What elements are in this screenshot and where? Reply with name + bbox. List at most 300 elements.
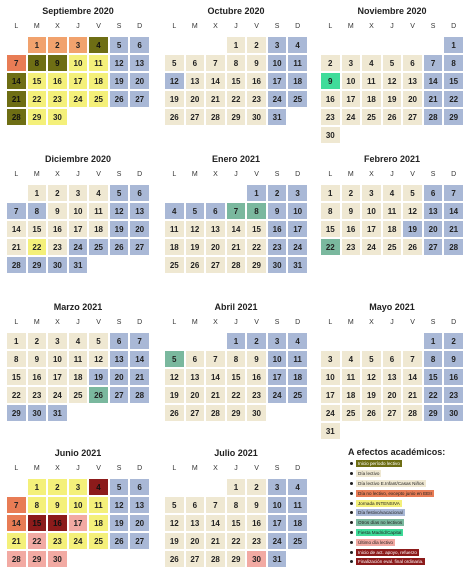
day-grid xyxy=(164,478,308,568)
day-cell: 25 xyxy=(88,238,109,256)
empty-cell xyxy=(205,36,226,54)
day-cell: 27 xyxy=(382,404,403,422)
day-cell: 31 xyxy=(267,108,288,126)
day-cell: 8 xyxy=(443,54,464,72)
day-cell: 3 xyxy=(267,478,288,496)
day-cell: 7 xyxy=(402,350,423,368)
weekday-label: L xyxy=(328,23,333,30)
day-cell: 3 xyxy=(341,54,362,72)
day-cell: 13 xyxy=(185,368,206,386)
day-cell: 8 xyxy=(226,496,247,514)
day-cell: 4 xyxy=(341,350,362,368)
legend-title: A efectos académicos: xyxy=(348,447,446,457)
month-noviembre-2020 xyxy=(320,4,464,144)
day-cell: 11 xyxy=(287,496,308,514)
day-cell: 22 xyxy=(423,386,444,404)
day-cell: 9 xyxy=(267,202,288,220)
legend-items xyxy=(348,459,472,567)
empty-cell xyxy=(402,36,423,54)
day-cell: 9 xyxy=(47,54,68,72)
day-cell: 13 xyxy=(423,202,444,220)
day-cell: 6 xyxy=(402,54,423,72)
day-cell: 19 xyxy=(88,368,109,386)
weekday-label: D xyxy=(137,23,143,30)
weekday-label: L xyxy=(14,465,19,472)
bullet-icon xyxy=(350,511,353,514)
weekday-label: J xyxy=(76,23,80,30)
day-grid xyxy=(164,332,308,422)
day-cell: 31 xyxy=(320,422,341,440)
weekday-label: D xyxy=(137,319,143,326)
day-cell: 21 xyxy=(6,238,27,256)
day-cell: 5 xyxy=(361,350,382,368)
bullet-icon xyxy=(350,521,353,524)
day-cell: 19 xyxy=(361,386,382,404)
day-cell: 28 xyxy=(129,386,150,404)
day-cell: 1 xyxy=(6,332,27,350)
day-cell: 28 xyxy=(423,108,444,126)
day-cell: 7 xyxy=(205,350,226,368)
day-cell: 26 xyxy=(164,108,185,126)
day-cell: 8 xyxy=(27,54,48,72)
day-cell: 26 xyxy=(109,238,130,256)
weekday-header xyxy=(6,166,150,184)
day-cell: 29 xyxy=(6,404,27,422)
day-cell: 14 xyxy=(6,72,27,90)
day-cell: 16 xyxy=(246,72,267,90)
day-cell: 23 xyxy=(443,386,464,404)
day-cell: 6 xyxy=(129,478,150,496)
day-cell: 10 xyxy=(267,350,288,368)
day-cell: 5 xyxy=(164,350,185,368)
day-cell: 1 xyxy=(27,478,48,496)
empty-cell xyxy=(341,332,362,350)
day-cell: 30 xyxy=(47,108,68,126)
day-cell: 16 xyxy=(47,220,68,238)
day-cell: 13 xyxy=(205,220,226,238)
day-cell: 30 xyxy=(47,256,68,274)
empty-cell xyxy=(423,36,444,54)
weekday-label: D xyxy=(295,23,301,30)
day-cell: 31 xyxy=(287,256,308,274)
day-cell: 25 xyxy=(164,256,185,274)
day-cell: 21 xyxy=(226,238,247,256)
bullet-icon xyxy=(350,462,353,465)
day-cell: 15 xyxy=(27,72,48,90)
day-cell: 3 xyxy=(320,350,341,368)
day-cell: 27 xyxy=(109,386,130,404)
day-cell: 15 xyxy=(226,514,247,532)
empty-cell xyxy=(382,332,403,350)
day-cell: 21 xyxy=(443,220,464,238)
day-cell: 27 xyxy=(129,532,150,550)
day-cell: 30 xyxy=(246,108,267,126)
weekday-label: M xyxy=(347,171,354,178)
day-cell: 15 xyxy=(423,368,444,386)
weekday-label: L xyxy=(172,319,177,326)
weekday-label: D xyxy=(451,319,457,326)
day-cell: 24 xyxy=(68,90,89,108)
legend-label: Finalización eval. final ordinaria. xyxy=(358,559,424,565)
month-octubre-2020 xyxy=(164,4,308,126)
day-cell: 19 xyxy=(185,238,206,256)
day-cell: 23 xyxy=(27,386,48,404)
day-cell: 12 xyxy=(361,368,382,386)
legend-item xyxy=(348,557,472,567)
day-cell: 25 xyxy=(361,108,382,126)
legend-item xyxy=(348,469,472,479)
empty-cell xyxy=(6,478,27,496)
weekday-label: X xyxy=(55,171,60,178)
day-cell: 13 xyxy=(129,54,150,72)
day-cell: 15 xyxy=(27,220,48,238)
day-cell: 29 xyxy=(226,404,247,422)
weekday-label: J xyxy=(76,465,80,472)
weekday-header xyxy=(6,18,150,36)
day-cell: 9 xyxy=(27,350,48,368)
day-cell: 1 xyxy=(246,184,267,202)
bullet-icon xyxy=(350,541,353,544)
day-cell: 31 xyxy=(47,404,68,422)
weekday-label: L xyxy=(172,465,177,472)
day-cell: 14 xyxy=(402,368,423,386)
empty-cell xyxy=(205,184,226,202)
day-cell: 6 xyxy=(382,350,403,368)
day-cell: 24 xyxy=(47,386,68,404)
day-cell: 19 xyxy=(109,220,130,238)
day-cell: 16 xyxy=(341,220,362,238)
day-cell: 22 xyxy=(27,532,48,550)
day-cell: 21 xyxy=(402,386,423,404)
day-cell: 3 xyxy=(68,478,89,496)
day-cell: 20 xyxy=(129,220,150,238)
legend-item xyxy=(348,488,472,498)
day-cell: 23 xyxy=(246,90,267,108)
day-cell: 8 xyxy=(423,350,444,368)
day-cell: 7 xyxy=(6,54,27,72)
weekday-label: M xyxy=(347,23,354,30)
weekday-label: M xyxy=(191,171,198,178)
day-cell: 6 xyxy=(109,332,130,350)
day-cell: 28 xyxy=(205,108,226,126)
day-cell: 3 xyxy=(267,36,288,54)
weekday-label: L xyxy=(328,319,333,326)
day-cell: 4 xyxy=(287,36,308,54)
month-title: Julio 2021 xyxy=(214,448,258,458)
day-cell: 5 xyxy=(109,184,130,202)
day-cell: 11 xyxy=(287,350,308,368)
day-cell: 13 xyxy=(129,202,150,220)
legend-label: Día no lectivo, excepto junio en EEII xyxy=(358,490,432,496)
day-cell: 8 xyxy=(320,202,341,220)
weekday-label: V xyxy=(96,23,101,30)
weekday-header xyxy=(6,314,150,332)
bullet-icon xyxy=(350,492,353,495)
day-cell: 18 xyxy=(68,368,89,386)
day-grid xyxy=(320,184,464,256)
day-cell: 15 xyxy=(443,72,464,90)
day-cell: 23 xyxy=(47,532,68,550)
weekday-header xyxy=(320,166,464,184)
day-cell: 28 xyxy=(6,256,27,274)
day-cell: 25 xyxy=(341,404,362,422)
day-cell: 9 xyxy=(443,350,464,368)
empty-cell xyxy=(185,184,206,202)
day-cell: 13 xyxy=(402,72,423,90)
day-cell: 7 xyxy=(423,54,444,72)
weekday-label: J xyxy=(390,23,394,30)
weekday-label: S xyxy=(274,171,280,178)
day-cell: 28 xyxy=(205,404,226,422)
weekday-label: V xyxy=(96,319,101,326)
day-cell: 16 xyxy=(47,72,68,90)
day-cell: 25 xyxy=(382,238,403,256)
legend-label: Inicio período lectivo xyxy=(358,461,400,467)
day-cell: 7 xyxy=(443,184,464,202)
day-cell: 10 xyxy=(320,368,341,386)
day-cell: 21 xyxy=(6,532,27,550)
month-abril-2021 xyxy=(164,300,308,422)
day-cell: 25 xyxy=(287,532,308,550)
weekday-label: S xyxy=(116,171,122,178)
legend-item xyxy=(348,479,472,489)
day-cell: 20 xyxy=(129,514,150,532)
day-cell: 15 xyxy=(226,368,247,386)
day-grid xyxy=(6,478,150,568)
day-cell: 29 xyxy=(27,550,48,568)
day-cell: 24 xyxy=(68,532,89,550)
day-cell: 8 xyxy=(27,202,48,220)
day-cell: 21 xyxy=(423,90,444,108)
legend-item xyxy=(348,508,472,518)
day-cell: 25 xyxy=(287,90,308,108)
day-cell: 28 xyxy=(6,108,27,126)
weekday-label: S xyxy=(274,23,280,30)
empty-cell xyxy=(205,478,226,496)
day-cell: 11 xyxy=(88,496,109,514)
day-cell: 16 xyxy=(246,514,267,532)
weekday-label: X xyxy=(55,23,60,30)
month-diciembre-2020 xyxy=(6,152,150,274)
day-cell: 11 xyxy=(382,202,403,220)
day-cell: 14 xyxy=(129,350,150,368)
day-cell: 24 xyxy=(341,108,362,126)
day-cell: 24 xyxy=(267,386,288,404)
day-cell: 14 xyxy=(6,514,27,532)
day-cell: 23 xyxy=(47,90,68,108)
day-cell: 31 xyxy=(267,550,288,568)
day-cell: 8 xyxy=(27,496,48,514)
day-cell: 18 xyxy=(88,220,109,238)
day-cell: 1 xyxy=(226,332,247,350)
day-cell: 17 xyxy=(361,220,382,238)
day-cell: 7 xyxy=(129,332,150,350)
day-cell: 7 xyxy=(205,496,226,514)
day-cell: 1 xyxy=(443,36,464,54)
day-cell: 15 xyxy=(226,72,247,90)
month-enero-2021 xyxy=(164,152,308,274)
day-cell: 2 xyxy=(47,478,68,496)
day-cell: 17 xyxy=(341,90,362,108)
day-cell: 23 xyxy=(246,386,267,404)
weekday-label: L xyxy=(14,319,19,326)
day-cell: 26 xyxy=(361,404,382,422)
weekday-label: V xyxy=(254,319,259,326)
day-cell: 18 xyxy=(361,90,382,108)
empty-cell xyxy=(164,478,185,496)
day-cell: 6 xyxy=(129,36,150,54)
day-cell: 28 xyxy=(402,404,423,422)
legend-item xyxy=(348,518,472,528)
day-cell: 2 xyxy=(47,36,68,54)
day-cell: 25 xyxy=(88,90,109,108)
day-cell: 30 xyxy=(267,256,288,274)
day-cell: 16 xyxy=(320,90,341,108)
day-cell: 6 xyxy=(205,202,226,220)
day-cell: 20 xyxy=(185,90,206,108)
day-cell: 9 xyxy=(47,202,68,220)
month-mayo-2021 xyxy=(320,300,464,440)
day-cell: 18 xyxy=(287,72,308,90)
day-cell: 26 xyxy=(164,404,185,422)
day-cell: 27 xyxy=(129,238,150,256)
day-cell: 10 xyxy=(267,54,288,72)
weekday-label: X xyxy=(369,171,374,178)
day-cell: 21 xyxy=(129,368,150,386)
day-cell: 19 xyxy=(109,514,130,532)
day-cell: 2 xyxy=(246,478,267,496)
day-cell: 10 xyxy=(47,350,68,368)
day-cell: 24 xyxy=(267,90,288,108)
month-title: Abril 2021 xyxy=(214,302,258,312)
day-cell: 27 xyxy=(185,108,206,126)
day-cell: 12 xyxy=(164,514,185,532)
day-cell: 14 xyxy=(226,220,247,238)
weekday-label: S xyxy=(116,319,122,326)
empty-cell xyxy=(382,36,403,54)
day-cell: 8 xyxy=(226,54,247,72)
day-cell: 29 xyxy=(423,404,444,422)
day-cell: 27 xyxy=(129,90,150,108)
day-cell: 18 xyxy=(164,238,185,256)
empty-cell xyxy=(185,332,206,350)
weekday-label: X xyxy=(55,465,60,472)
day-cell: 3 xyxy=(287,184,308,202)
day-cell: 23 xyxy=(246,532,267,550)
day-cell: 9 xyxy=(47,496,68,514)
day-cell: 5 xyxy=(382,54,403,72)
weekday-label: V xyxy=(96,171,101,178)
day-cell: 24 xyxy=(287,238,308,256)
day-cell: 10 xyxy=(287,202,308,220)
weekday-label: J xyxy=(234,23,238,30)
day-cell: 6 xyxy=(423,184,444,202)
day-cell: 29 xyxy=(226,108,247,126)
weekday-label: S xyxy=(116,465,122,472)
day-cell: 26 xyxy=(402,238,423,256)
legend-label: Fiesta Madrid/Capital xyxy=(358,529,402,535)
weekday-label: L xyxy=(14,171,19,178)
legend-label: Día lectivo E.Infant/Casas Niños xyxy=(358,480,424,486)
day-cell: 30 xyxy=(47,550,68,568)
weekday-label: X xyxy=(213,465,218,472)
day-cell: 4 xyxy=(287,478,308,496)
day-cell: 29 xyxy=(226,550,247,568)
day-cell: 13 xyxy=(382,368,403,386)
day-cell: 3 xyxy=(68,36,89,54)
day-cell: 2 xyxy=(320,54,341,72)
legend-item xyxy=(348,459,472,469)
day-cell: 12 xyxy=(88,350,109,368)
day-cell: 23 xyxy=(267,238,288,256)
day-cell: 20 xyxy=(423,220,444,238)
day-cell: 22 xyxy=(246,238,267,256)
day-cell: 2 xyxy=(443,332,464,350)
day-grid xyxy=(320,332,464,440)
weekday-label: X xyxy=(213,171,218,178)
day-cell: 1 xyxy=(320,184,341,202)
month-title: Junio 2021 xyxy=(54,448,102,458)
weekday-label: X xyxy=(213,319,218,326)
weekday-label: V xyxy=(96,465,101,472)
day-grid xyxy=(6,184,150,274)
day-cell: 16 xyxy=(246,368,267,386)
day-cell: 1 xyxy=(27,36,48,54)
day-cell: 1 xyxy=(27,184,48,202)
day-cell: 17 xyxy=(267,514,288,532)
weekday-header xyxy=(320,314,464,332)
day-cell: 25 xyxy=(68,386,89,404)
day-cell: 11 xyxy=(68,350,89,368)
empty-cell xyxy=(361,36,382,54)
day-cell: 9 xyxy=(246,54,267,72)
day-cell: 12 xyxy=(164,72,185,90)
day-cell: 20 xyxy=(109,368,130,386)
day-cell: 26 xyxy=(185,256,206,274)
day-cell: 6 xyxy=(185,350,206,368)
day-cell: 17 xyxy=(68,72,89,90)
day-cell: 1 xyxy=(423,332,444,350)
day-grid xyxy=(320,36,464,144)
day-cell: 2 xyxy=(267,184,288,202)
day-cell: 7 xyxy=(226,202,247,220)
day-cell: 9 xyxy=(341,202,362,220)
day-cell: 11 xyxy=(341,368,362,386)
weekday-label: X xyxy=(213,23,218,30)
month-title: Diciembre 2020 xyxy=(44,154,112,164)
day-cell: 28 xyxy=(443,238,464,256)
day-cell: 4 xyxy=(88,184,109,202)
day-cell: 19 xyxy=(164,386,185,404)
day-cell: 11 xyxy=(361,72,382,90)
weekday-label: V xyxy=(254,23,259,30)
empty-cell xyxy=(6,36,27,54)
weekday-label: M xyxy=(191,319,198,326)
bullet-icon xyxy=(350,472,353,475)
weekday-label: M xyxy=(33,23,40,30)
day-cell: 26 xyxy=(109,90,130,108)
empty-cell xyxy=(205,332,226,350)
day-cell: 19 xyxy=(402,220,423,238)
day-cell: 7 xyxy=(205,54,226,72)
day-cell: 6 xyxy=(185,54,206,72)
day-cell: 11 xyxy=(88,202,109,220)
day-cell: 16 xyxy=(27,368,48,386)
month-title: Marzo 2021 xyxy=(53,302,103,312)
weekday-label: M xyxy=(191,465,198,472)
day-cell: 5 xyxy=(185,202,206,220)
day-cell: 22 xyxy=(443,90,464,108)
